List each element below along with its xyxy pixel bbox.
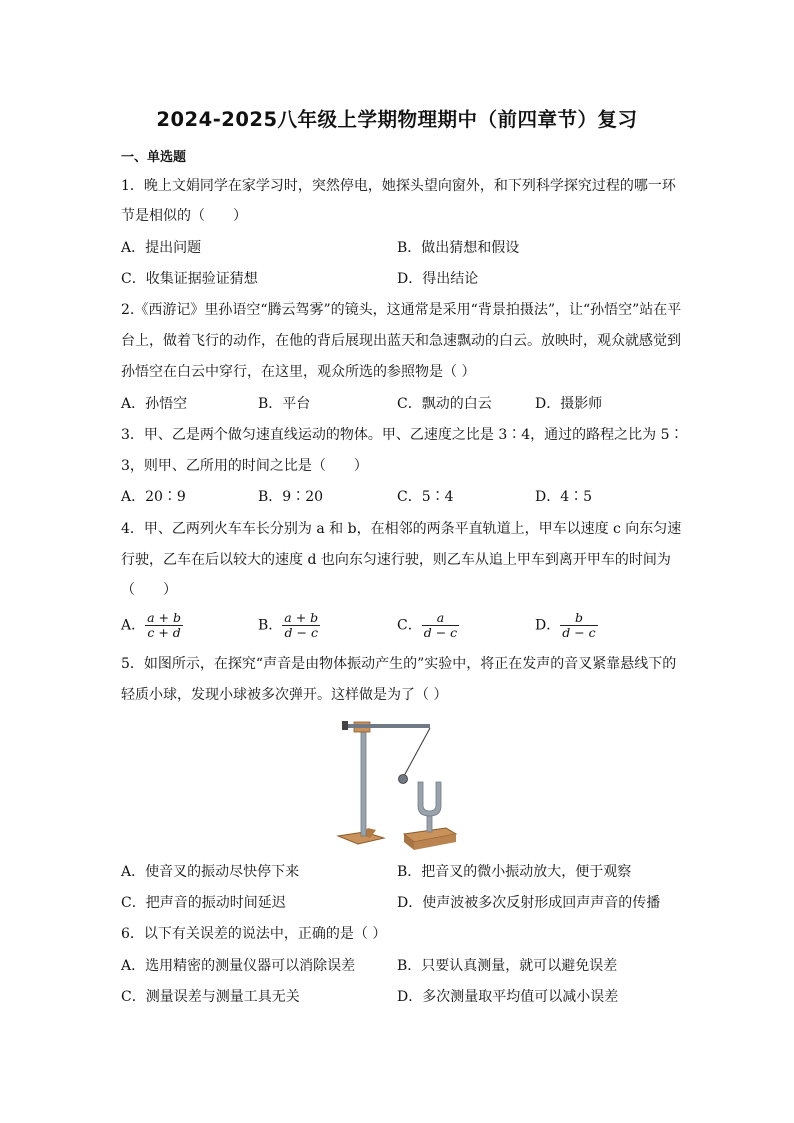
q4-option-c-label: C． bbox=[397, 617, 422, 634]
tuning-fork-stem bbox=[427, 814, 432, 832]
q3-line-1: 3．甲、乙是两个做匀速直线运动的物体。甲、乙速度之比是 3∶4，通过的路程之比为 5∶ bbox=[121, 427, 684, 443]
q1-option-a: A．提出问题 bbox=[121, 240, 202, 256]
q6-option-c: C．测量误差与测量工具无关 bbox=[121, 989, 300, 1005]
q1-option-d: D．得出结论 bbox=[397, 271, 479, 287]
arm-knob bbox=[342, 721, 348, 730]
q4-option-b-denominator: d − c bbox=[284, 625, 318, 640]
q4-option-a bbox=[121, 611, 183, 640]
q1-line-1: 1．晚上文娟同学在家学习时，突然停电，她探头望向窗外，和下列科学探究过程的哪一环 bbox=[121, 178, 676, 194]
section-heading: 一、单选题 bbox=[121, 150, 187, 165]
q4-option-a-label: A． bbox=[121, 617, 146, 634]
q4-option-a-numerator: a + b bbox=[147, 610, 181, 625]
q4-option-c-numerator: a bbox=[422, 611, 459, 626]
light-ball bbox=[399, 775, 408, 784]
q3-line-2: 3，则甲、乙所用的时间之比是（ ） bbox=[121, 458, 368, 474]
q6-line-1: 6．以下有关误差的说法中，正确的是（ ） bbox=[121, 926, 387, 942]
q3-option-a: A．20∶9 bbox=[121, 489, 186, 505]
q3-option-c: C．5∶4 bbox=[397, 489, 454, 505]
q3-option-d: D．4∶5 bbox=[535, 489, 593, 505]
q4-option-b bbox=[258, 611, 320, 640]
q4-option-d-fraction bbox=[560, 611, 597, 640]
q4-option-d bbox=[535, 611, 598, 640]
q5-line-1: 5．如图所示，在探究“声音是由物体振动产生的”实验中，将正在发声的音叉紧靠悬线下的 bbox=[121, 656, 677, 672]
q5-option-d: D．使声波被多次反射形成回声声音的传播 bbox=[397, 895, 661, 911]
q4-option-c-fraction bbox=[422, 611, 459, 640]
q4-option-d-denominator: d − c bbox=[562, 625, 596, 640]
q5-option-c: C．把声音的振动时间延迟 bbox=[121, 895, 286, 911]
q1-option-c: C．收集证据验证猜想 bbox=[121, 271, 258, 287]
q2-line-3: 孙悟空在白云中穿行，在这里，观众所选的参照物是（ ） bbox=[121, 364, 476, 380]
q2-option-d: D．摄影师 bbox=[535, 396, 603, 412]
stand-arm bbox=[344, 724, 430, 728]
q6-option-b: B．只要认真测量，就可以避免误差 bbox=[397, 958, 618, 974]
q4-line-3: （ ） bbox=[121, 582, 177, 598]
q5-line-2: 轻质小球，发现小球被多次弹开。这样做是为了（ ） bbox=[121, 687, 448, 703]
q4-option-a-fraction bbox=[145, 611, 183, 640]
tuning-fork-tines bbox=[418, 782, 441, 816]
q6-option-a: A．选用精密的测量仪器可以消除误差 bbox=[121, 958, 356, 974]
q4-option-d-numerator: b bbox=[560, 611, 597, 626]
q4-option-b-fraction bbox=[282, 611, 320, 640]
q2-line-2: 台上，做着飞行的动作，在他的背后展现出蓝天和急速飘动的白云。放映时，观众就感觉到 bbox=[121, 333, 681, 349]
q4-option-a-denominator: c + d bbox=[147, 625, 181, 640]
q4-option-c-denominator: d − c bbox=[423, 625, 458, 640]
q4-option-c bbox=[397, 611, 459, 640]
q4-line-2: 行驶，乙车在后以较大的速度 d 也向东匀速行驶，则乙车从追上甲车到离开甲车的时间为 bbox=[121, 552, 671, 568]
q2-line-1: 2.《西游记》里孙语空“腾云驾雾”的镜头，这通常是采用“背景拍摄法”，让“孙悟空”站在平 bbox=[121, 302, 682, 318]
q2-option-c: C．飘动的白云 bbox=[397, 396, 492, 412]
q1-line-2: 节是相似的（ ） bbox=[121, 208, 247, 224]
q3-option-b: B．9∶20 bbox=[258, 489, 324, 505]
q6-option-d: D．多次测量取平均值可以减小误差 bbox=[397, 989, 619, 1005]
q1-option-b: B．做出猜想和假设 bbox=[397, 240, 520, 256]
q4-line-1: 4．甲、乙两列火车车长分别为 a 和 b，在相邻的两条平直轨道上，甲车以速度 c 向东匀速 bbox=[121, 521, 682, 537]
stand-pole bbox=[361, 726, 366, 836]
q4-option-b-numerator: a + b bbox=[284, 610, 319, 625]
suspension-string bbox=[404, 728, 430, 776]
page-title: 2024-2025八年级上学期物理期中（前四章节）复习 bbox=[156, 108, 638, 131]
q2-option-b: B．平台 bbox=[258, 396, 311, 412]
q4-option-d-label: D． bbox=[535, 617, 561, 634]
q4-option-b-label: B． bbox=[258, 617, 283, 634]
q2-option-a: A．孙悟空 bbox=[121, 396, 188, 412]
q5-option-b: B．把音叉的微小振动放大，便于观察 bbox=[397, 864, 632, 880]
tuning-fork-experiment-figure bbox=[334, 716, 458, 856]
q5-option-a: A．使音叉的振动尽快停下来 bbox=[121, 864, 300, 880]
